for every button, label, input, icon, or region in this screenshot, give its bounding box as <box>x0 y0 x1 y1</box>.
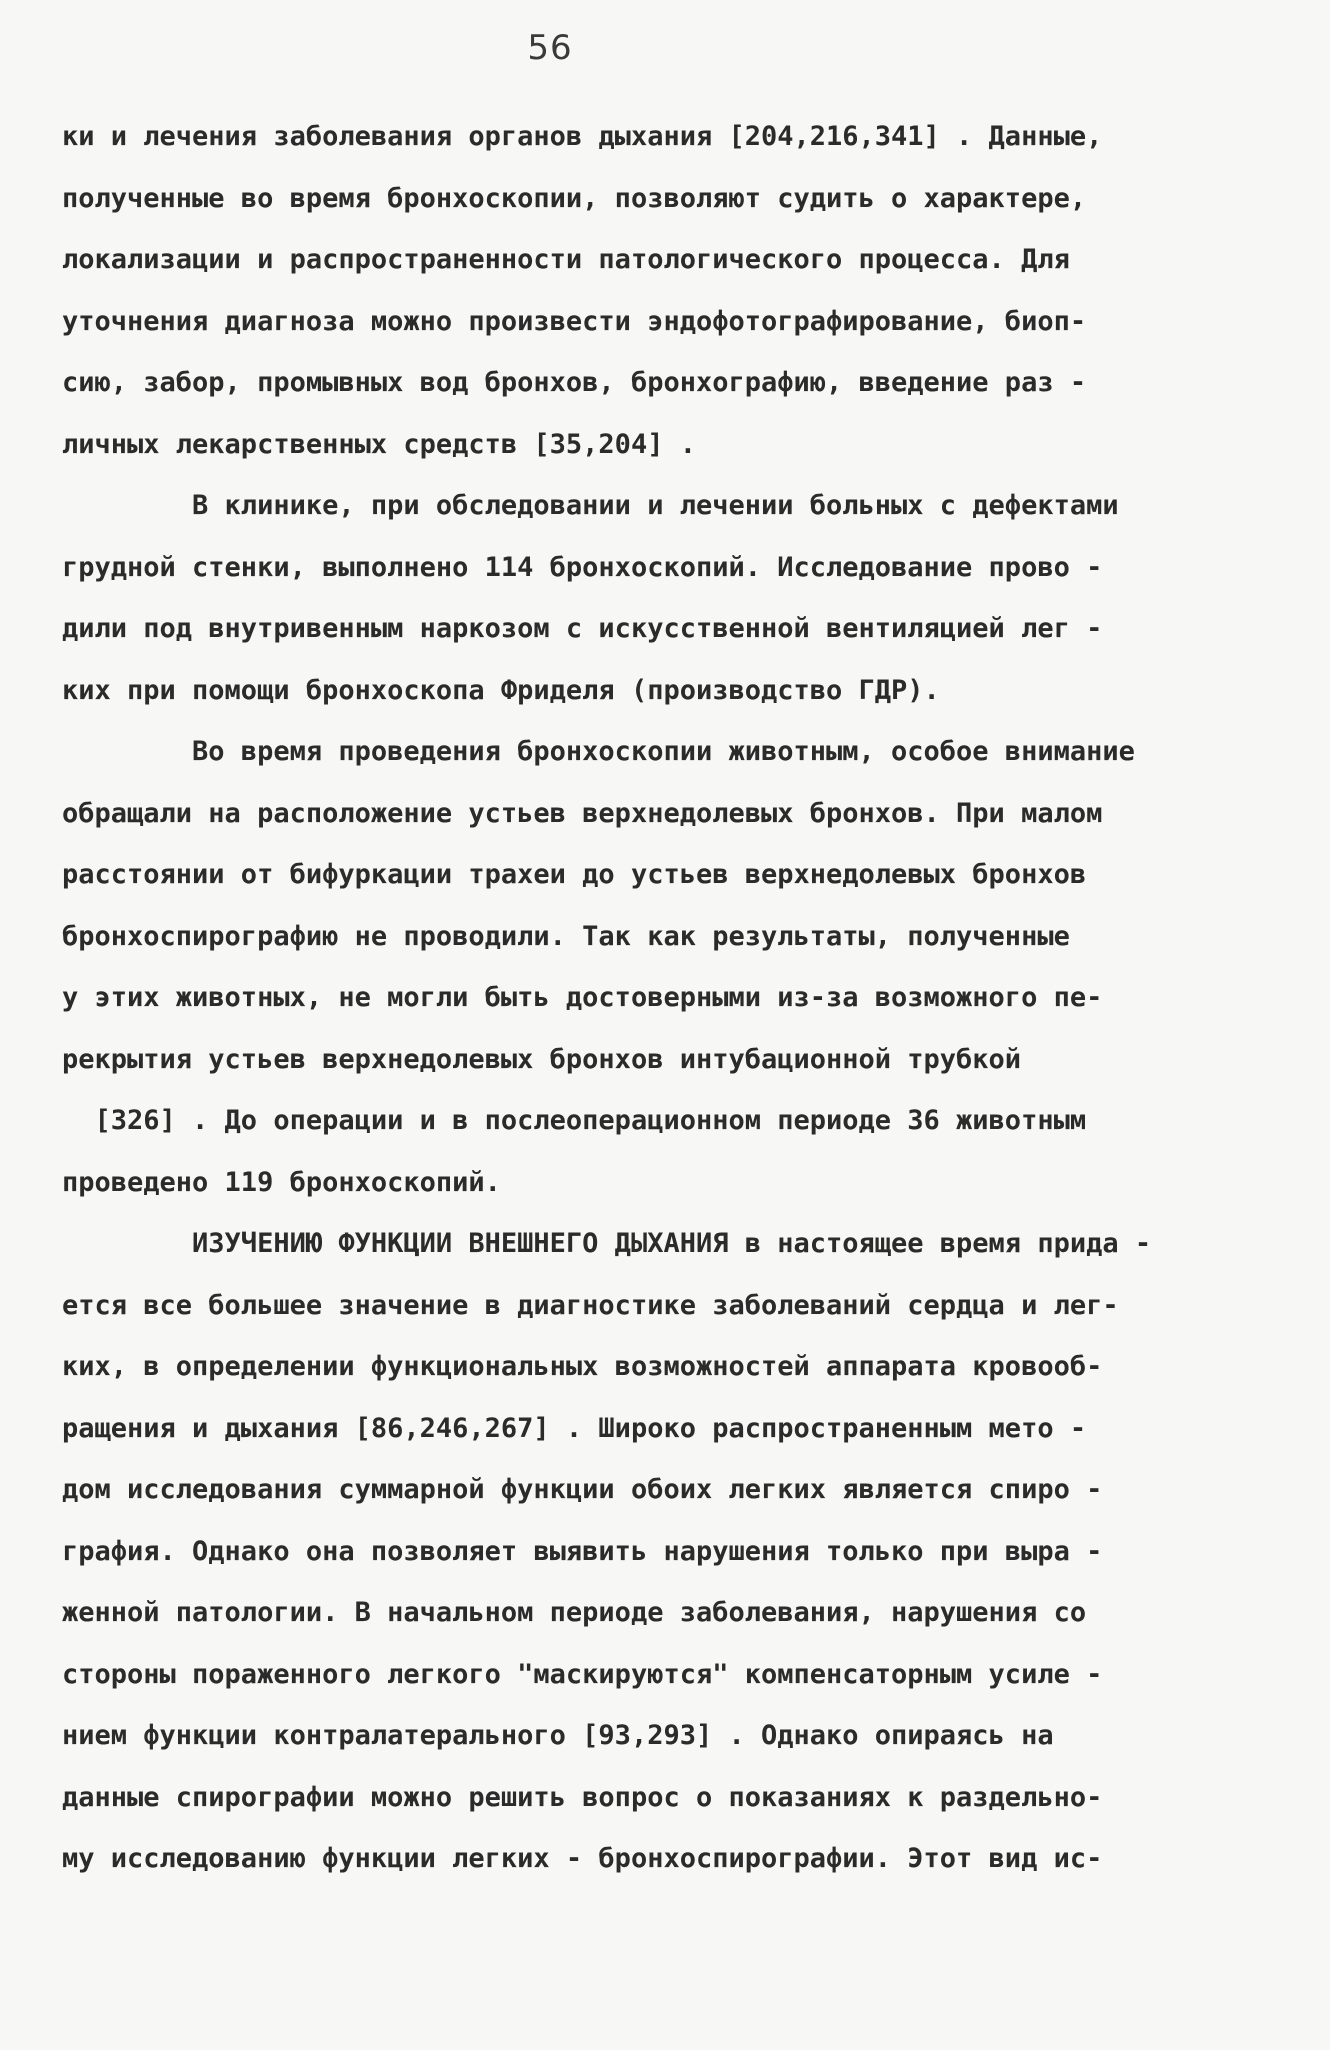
text-line: у этих животных, не могли быть достоверными из-за возможного пе- <box>62 982 1103 1013</box>
text-line: бронхоспирографию не проводили. Так как результаты, полученные <box>62 920 1070 952</box>
text-line: дом исследования суммарной функции обоих легких является спиро - <box>62 1474 1103 1505</box>
text-line: ИЗУЧЕНИЮ ФУНКЦИИ ВНЕШНЕГО ДЫХАНИЯ в настоящее время прида - <box>62 1228 1152 1259</box>
text-line: нием функции контралатерального [93,293] . Однако опираясь на <box>62 1720 1054 1751</box>
text-line: уточнения диагноза можно произвести эндофотографирование, биоп- <box>62 305 1087 337</box>
text-line: женной патологии. В начальном периоде заболевания, нарушения со <box>62 1597 1087 1628</box>
text-line: В клинике, при обследовании и лечении больных с дефектами <box>62 490 1119 521</box>
text-line: ращения и дыхания [86,246,267] . Широко распространенным мето - <box>62 1412 1087 1444</box>
text-line: ки и лечения заболевания органов дыхания [204,216,341] . Данные, <box>62 121 1103 152</box>
text-line: проведено 119 бронхоскопий. <box>62 1166 501 1198</box>
text-line: сию, забор, промывных вод бронхов, бронхографию, введение раз - <box>62 367 1087 398</box>
text-line: ких, в определении функциональных возможностей аппарата кровооб- <box>62 1351 1103 1382</box>
text-line: рекрытия устьев верхнедолевых бронхов интубационной трубкой <box>62 1043 1022 1075</box>
text-line: полученные во время бронхоскопии, позволяют судить о характере, <box>62 182 1087 214</box>
text-line: локализации и распространенности патологического процесса. Для <box>62 244 1070 275</box>
text-line: ется все большее значение в диагностике заболеваний сердца и лег- <box>62 1289 1119 1321</box>
text-line: Во время проведения бронхоскопии животным, особое внимание <box>62 736 1135 767</box>
text-line: обращали на расположение устьев верхнедолевых бронхов. При малом <box>62 797 1103 829</box>
text-line: стороны пораженного легкого "маскируются" компенсаторным усиле - <box>62 1658 1103 1690</box>
text-line: личных лекарственных средств [35,204] . <box>62 428 696 460</box>
text-line: [326] . До операции и в послеоперационном периоде 36 животным <box>62 1105 1087 1136</box>
text-line: данные спирографии можно решить вопрос о показаниях к раздельно- <box>62 1781 1103 1813</box>
text-line: расстоянии от бифуркации трахеи до устьев верхнедолевых бронхов <box>62 859 1087 890</box>
text-line: ких при помощи бронхоскопа Фриделя (производство ГДР). <box>62 674 940 706</box>
text-line: грудной стенки, выполнено 114 бронхоскопий. Исследование прово - <box>62 551 1103 583</box>
text-line: му исследованию функции легких - бронхоспирографии. Этот вид ис- <box>62 1843 1103 1874</box>
page-number: 56 <box>527 28 573 68</box>
text-line: графия. Однако она позволяет выявить нарушения только при выра - <box>62 1535 1103 1567</box>
text-line: дили под внутривенным наркозом с искусственной вентиляцией лег - <box>62 613 1103 644</box>
body-text <box>62 106 1242 1890</box>
